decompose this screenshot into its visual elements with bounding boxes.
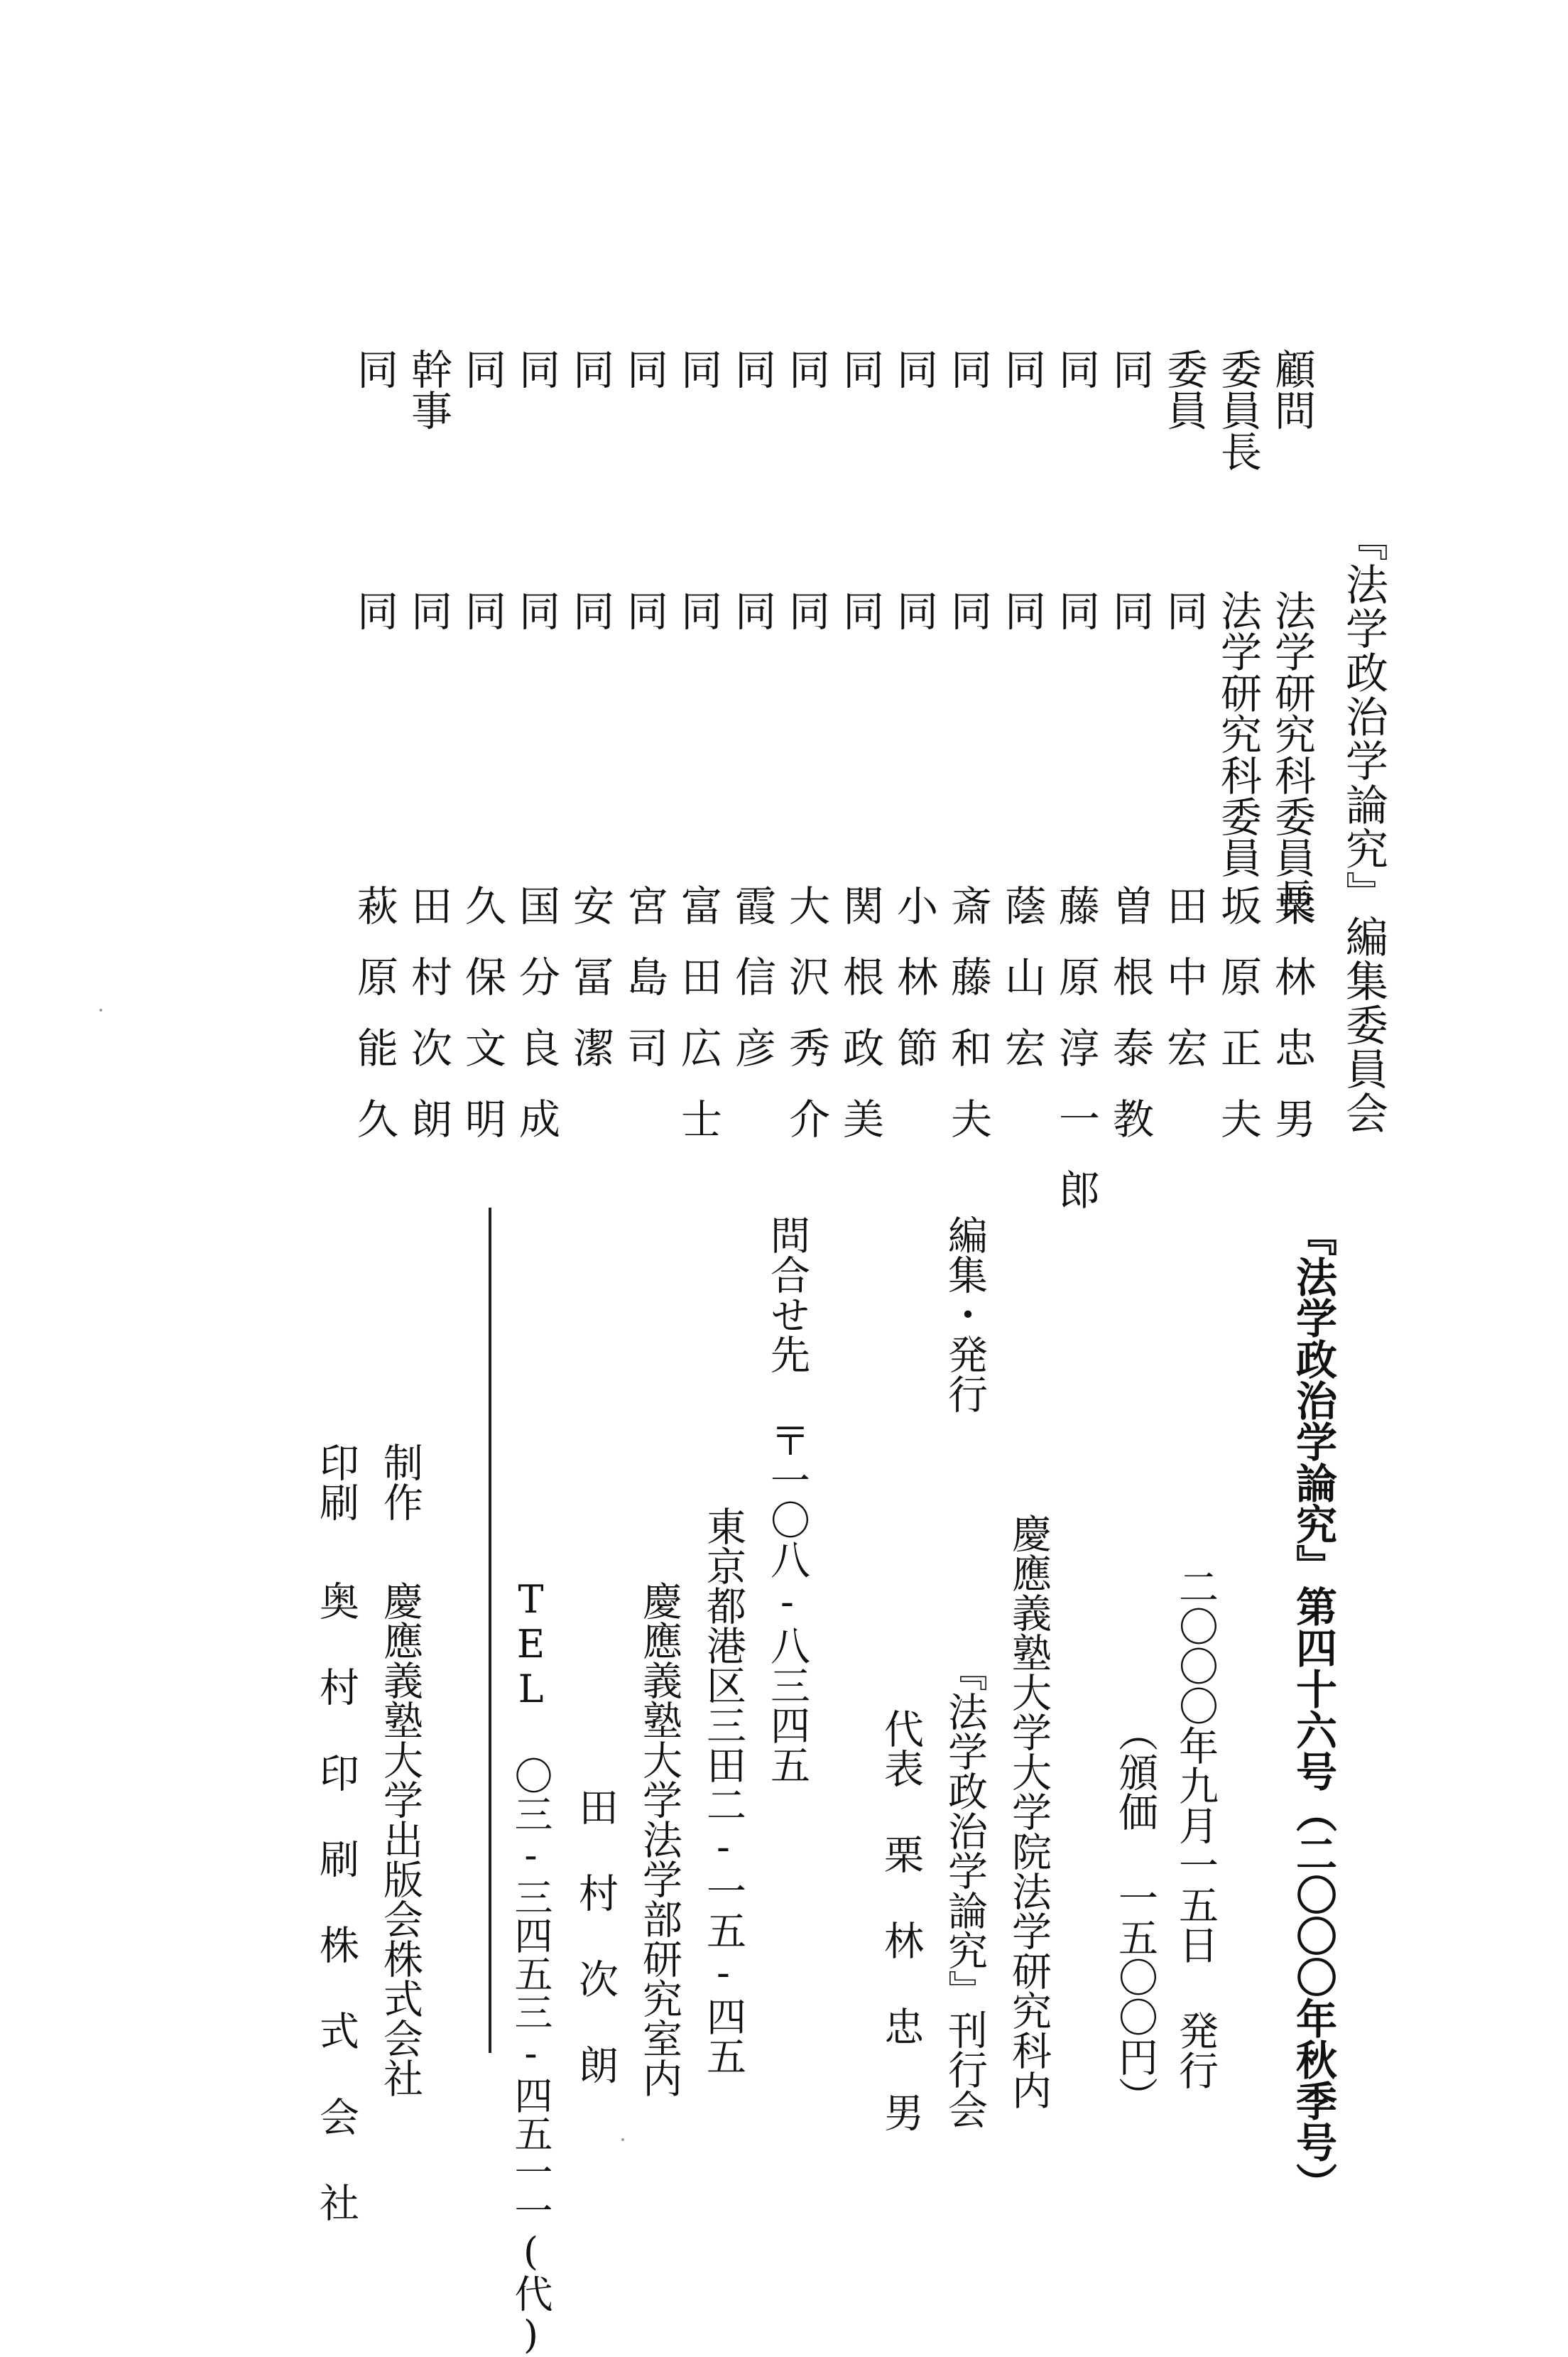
member-name: 田中宏 bbox=[1160, 884, 1208, 1098]
member-role: 同 bbox=[350, 348, 398, 389]
member-affiliation: 同 bbox=[1160, 590, 1208, 631]
member-affiliation: 同 bbox=[566, 590, 614, 631]
member-affiliation: 同 bbox=[890, 590, 938, 631]
editor-org2: 『法学政治学論究』刊行会 bbox=[942, 1652, 988, 2129]
issue-date: 二〇〇〇年九月一五日 発行 bbox=[1172, 1566, 1219, 2090]
production-label: 制作 bbox=[377, 1442, 423, 1522]
member-role: 幹事 bbox=[404, 348, 452, 430]
member-affiliation: 同 bbox=[620, 590, 668, 631]
contact-label: 問合せ先 〒一〇八-八三四五 bbox=[764, 1215, 810, 1784]
member-affiliation: 同 bbox=[404, 590, 452, 631]
member-name: 安冨潔 bbox=[566, 884, 614, 1098]
member-role: 同 bbox=[1052, 348, 1100, 389]
member-name: 坂原正夫 bbox=[1214, 884, 1262, 1169]
member-role: 同 bbox=[728, 348, 776, 389]
member-affiliation: 同 bbox=[674, 590, 722, 631]
member-role: 同 bbox=[1106, 348, 1154, 389]
member-name: 藤原淳一郎 bbox=[1052, 884, 1100, 1240]
member-role: 委員 bbox=[1160, 348, 1208, 430]
contact-person: 田 村 次 朗 bbox=[572, 1787, 619, 2084]
member-name: 大沢秀介 bbox=[782, 884, 830, 1169]
scan-speck bbox=[99, 1009, 102, 1012]
member-name: 小林節 bbox=[890, 884, 938, 1098]
member-name: 霞信彦 bbox=[728, 884, 776, 1098]
scan-speck bbox=[621, 2138, 624, 2141]
contact-office: 慶應義塾大学法学部研究室内 bbox=[636, 1581, 682, 2098]
member-name: 久保文明 bbox=[458, 884, 506, 1169]
member-name: 蔭山宏 bbox=[998, 884, 1046, 1098]
member-name: 宮島司 bbox=[620, 884, 668, 1098]
member-affiliation: 同 bbox=[458, 590, 506, 631]
editor-representative: 代表 栗 林 忠 男 bbox=[878, 1708, 924, 2132]
member-name: 斎藤和夫 bbox=[944, 884, 992, 1169]
member-affiliation: 同 bbox=[836, 590, 884, 631]
member-affiliation: 同 bbox=[944, 590, 992, 631]
editor-label: 編集・発行 bbox=[942, 1215, 988, 1414]
member-role: 同 bbox=[620, 348, 668, 389]
member-name: 萩原能久 bbox=[350, 884, 398, 1169]
member-role: 同 bbox=[890, 348, 938, 389]
member-affiliation: 同 bbox=[1106, 590, 1154, 631]
member-name: 曽根泰教 bbox=[1106, 884, 1154, 1169]
member-name: 田村次朗 bbox=[404, 884, 452, 1169]
member-role: 顧問 bbox=[1268, 348, 1316, 430]
member-affiliation: 同 bbox=[512, 590, 560, 631]
editor-org1: 慶應義塾大学大学院法学研究科内 bbox=[1006, 1513, 1052, 2110]
member-role: 委員長 bbox=[1214, 348, 1262, 472]
member-name: 国分良成 bbox=[512, 884, 560, 1169]
production-name: 慶應義塾大学出版会株式会社 bbox=[377, 1581, 423, 2098]
journal-title-line: 『法学政治学論究』第四十六号（二〇〇〇年秋季号） bbox=[1289, 1215, 1337, 2204]
separator-line bbox=[489, 1208, 491, 2053]
member-role: 同 bbox=[458, 348, 506, 389]
member-affiliation: 同 bbox=[782, 590, 830, 631]
member-role: 同 bbox=[674, 348, 722, 389]
printing-label: 印刷 bbox=[313, 1442, 359, 1522]
member-role: 同 bbox=[836, 348, 884, 389]
member-affiliation: 同 bbox=[350, 590, 398, 631]
member-affiliation: 同 bbox=[728, 590, 776, 631]
committee-title: 『法学政治学論究』編集委員会 bbox=[1339, 519, 1388, 1135]
printing-name: 奥 村 印 刷 株 式 会 社 bbox=[313, 1581, 359, 2222]
member-affiliation: 法学研究科委員長 bbox=[1268, 590, 1316, 919]
member-name: 関根政美 bbox=[836, 884, 884, 1169]
contact-telephone: TEL 〇三-三四五三-四五一一(代) bbox=[508, 1577, 553, 2357]
member-role: 同 bbox=[998, 348, 1046, 389]
member-affiliation: 法学研究科委員 bbox=[1214, 590, 1262, 878]
member-role: 同 bbox=[566, 348, 614, 389]
member-affiliation: 同 bbox=[1052, 590, 1100, 631]
member-role: 同 bbox=[512, 348, 560, 389]
contact-address: 東京都港区三田二-一五-四五 bbox=[700, 1506, 746, 2076]
member-role: 同 bbox=[782, 348, 830, 389]
member-affiliation: 同 bbox=[998, 590, 1046, 631]
member-name: 栗林忠男 bbox=[1268, 884, 1316, 1169]
price: （頒価 一五〇〇円） bbox=[1112, 1712, 1158, 2116]
member-name: 富田広士 bbox=[674, 884, 722, 1169]
member-role: 同 bbox=[944, 348, 992, 389]
